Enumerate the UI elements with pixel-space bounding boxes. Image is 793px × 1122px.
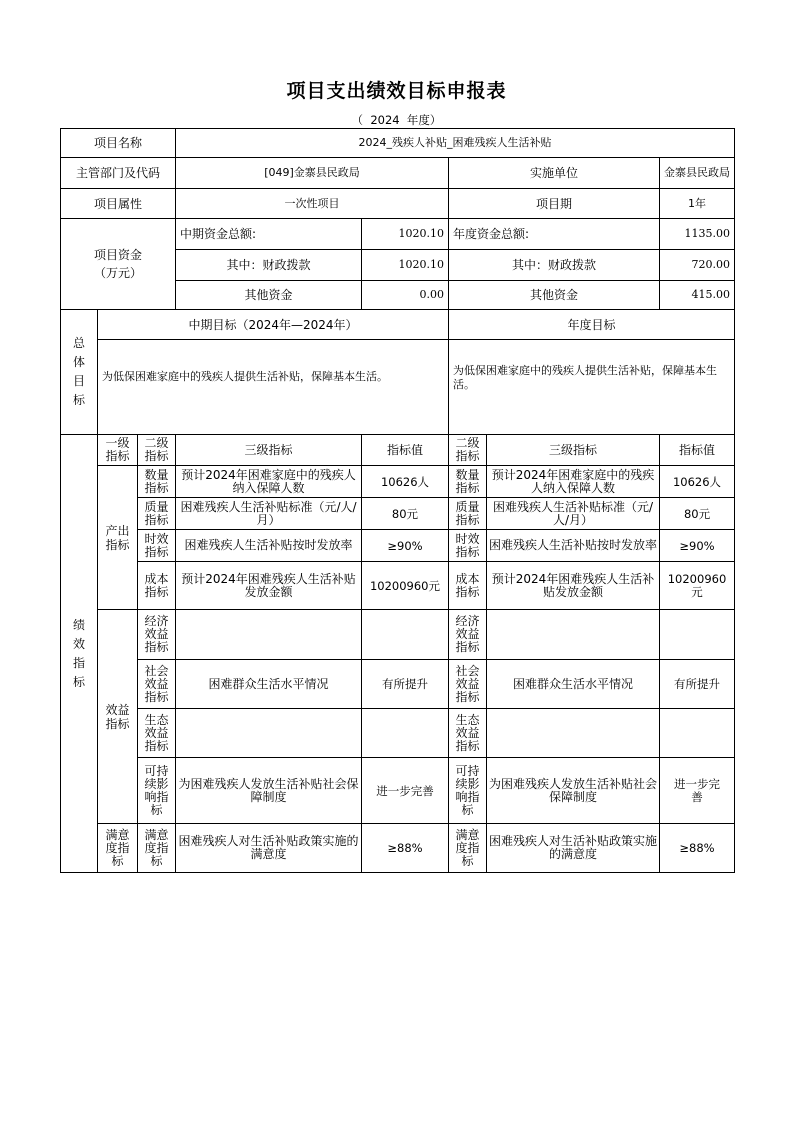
year-value-cell: 10200960 元 <box>660 562 735 610</box>
project-period-label: 项目期 <box>449 189 660 219</box>
output-row-quality <box>61 498 735 530</box>
performance-form-table <box>60 128 735 873</box>
year-level3-cell: 预计2024年困难家庭中的残疾人纳入保障人数 <box>487 466 660 498</box>
project-attribute-label: 项目属性 <box>61 189 176 219</box>
overall-goal-label: 总 体 目 标 <box>61 310 98 435</box>
output-row-cost <box>61 562 735 610</box>
level2-header: 二级 指标 <box>138 435 176 466</box>
project-attribute-value: 一次性项目 <box>176 189 449 219</box>
mid-level3-cell: 困难群众生活水平情况 <box>176 660 362 709</box>
mid-fiscal-label: 其中：财政拨款 <box>176 250 362 281</box>
year-level2-cell: 成本 指标 <box>449 562 487 610</box>
year-level3-cell: 困难残疾人对生活补贴政策实施的满意度 <box>487 824 660 873</box>
mid-level3-cell: 预计2024年困难残疾人生活补贴发放金额 <box>176 562 362 610</box>
year-level3-cell: 预计2024年困难残疾人生活补贴发放金额 <box>487 562 660 610</box>
overall-goal-text-row <box>61 340 735 435</box>
mid-goal-header: 中期目标（2024年—2024年） <box>98 310 449 340</box>
mid-value-cell: 10626人 <box>362 466 449 498</box>
year-fiscal-value: 720.00 <box>660 250 735 281</box>
mid-level3-cell: 困难残疾人生活补贴按时发放率 <box>176 530 362 562</box>
year-level2-cell: 社会 效益 指标 <box>449 660 487 709</box>
year-value-cell: 80元 <box>660 498 735 530</box>
benefit-row-ecological <box>61 709 735 758</box>
year-value-cell: ≥90% <box>660 530 735 562</box>
mid-other-label: 其他资金 <box>176 281 362 310</box>
overall-goal-header-row <box>61 310 735 340</box>
year-value-cell: 有所提升 <box>660 660 735 709</box>
mid-total-value: 1020.10 <box>362 219 449 250</box>
department-value: [049]金寨县民政局 <box>176 158 449 189</box>
mid-level2-cell: 满意 度指 标 <box>138 824 176 873</box>
mid-value-cell: ≥90% <box>362 530 449 562</box>
year-level2-cell: 生态 效益 指标 <box>449 709 487 758</box>
year-level2-cell: 时效 指标 <box>449 530 487 562</box>
year-value-cell: 10626人 <box>660 466 735 498</box>
implementing-unit-label: 实施单位 <box>449 158 660 189</box>
year-other-value: 415.00 <box>660 281 735 310</box>
benefit-row-economic <box>61 610 735 660</box>
project-name-value: 2024_残疾人补贴_困难残疾人生活补贴 <box>176 129 735 158</box>
output-indicator-label: 产出 指标 <box>98 466 138 610</box>
mid-level3-cell: 预计2024年困难家庭中的残疾人纳入保障人数 <box>176 466 362 498</box>
mid-value-cell: 有所提升 <box>362 660 449 709</box>
year-level3-cell <box>487 709 660 758</box>
year-goal-header: 年度目标 <box>449 310 735 340</box>
project-name-row <box>61 129 735 158</box>
mid-level3-cell: 为困难残疾人发放生活补贴社会保障制度 <box>176 758 362 824</box>
year-level2-header: 二级 指标 <box>449 435 487 466</box>
mid-level2-cell: 成本 指标 <box>138 562 176 610</box>
satisfaction-indicator-label: 满意 度指 标 <box>98 824 138 873</box>
mid-level2-cell: 质量 指标 <box>138 498 176 530</box>
year-level2-cell: 可持 续影 响指 标 <box>449 758 487 824</box>
output-row-timeliness <box>61 530 735 562</box>
mid-value-cell <box>362 709 449 758</box>
mid-level2-cell: 时效 指标 <box>138 530 176 562</box>
department-label: 主管部门及代码 <box>61 158 176 189</box>
benefit-indicator-label: 效益 指标 <box>98 610 138 824</box>
project-name-label: 项目名称 <box>61 129 176 158</box>
mid-total-label: 中期资金总额: <box>176 219 362 250</box>
year-level3-cell <box>487 610 660 660</box>
mid-level2-cell: 数量 指标 <box>138 466 176 498</box>
attribute-row <box>61 189 735 219</box>
mid-level3-cell: 困难残疾人对生活补贴政策实施的满意度 <box>176 824 362 873</box>
year-level3-cell: 困难群众生活水平情况 <box>487 660 660 709</box>
performance-indicator-label: 绩 效 指 标 <box>61 435 98 873</box>
implementing-unit-value: 金寨县民政局 <box>660 158 735 189</box>
year-level2-cell: 满意 度指 标 <box>449 824 487 873</box>
mid-level3-cell <box>176 709 362 758</box>
year-other-label: 其他资金 <box>449 281 660 310</box>
mid-level3-cell: 困难残疾人生活补贴标准（元/人/月） <box>176 498 362 530</box>
benefit-row-social <box>61 660 735 709</box>
year-value-cell <box>660 709 735 758</box>
indicator-header-row <box>61 435 735 466</box>
year-total-value: 1135.00 <box>660 219 735 250</box>
year-value-cell <box>660 610 735 660</box>
year-value-cell: 进一步完 善 <box>660 758 735 824</box>
mid-value-cell <box>362 610 449 660</box>
value-header: 指标值 <box>362 435 449 466</box>
mid-level3-cell <box>176 610 362 660</box>
mid-value-cell: 80元 <box>362 498 449 530</box>
year-level3-cell: 困难残疾人生活补贴标准（元/人/月） <box>487 498 660 530</box>
mid-level2-cell: 社会 效益 指标 <box>138 660 176 709</box>
year-level3-cell: 困难残疾人生活补贴按时发放率 <box>487 530 660 562</box>
year-total-label: 年度资金总额: <box>449 219 660 250</box>
mid-value-cell: 10200960元 <box>362 562 449 610</box>
mid-value-cell: ≥88% <box>362 824 449 873</box>
year-level2-cell: 质量 指标 <box>449 498 487 530</box>
project-period-value: 1年 <box>660 189 735 219</box>
mid-other-value: 0.00 <box>362 281 449 310</box>
satisfaction-row <box>61 824 735 873</box>
year-value-header: 指标值 <box>660 435 735 466</box>
mid-level2-cell: 生态 效益 指标 <box>138 709 176 758</box>
year-level3-header: 三级指标 <box>487 435 660 466</box>
year-goal-text: 为低保困难家庭中的残疾人提供生活补贴，保障基本生活。 <box>449 340 735 435</box>
mid-value-cell: 进一步完善 <box>362 758 449 824</box>
year-value-cell: ≥88% <box>660 824 735 873</box>
mid-level2-cell: 可持 续影 响指 标 <box>138 758 176 824</box>
year-caption: （ 2024 年度） <box>351 113 442 127</box>
department-row <box>61 158 735 189</box>
level1-header: 一级 指标 <box>98 435 138 466</box>
mid-goal-text: 为低保困难家庭中的残疾人提供生活补贴，保障基本生活。 <box>98 340 449 435</box>
mid-fiscal-value: 1020.10 <box>362 250 449 281</box>
page-title: 项目支出绩效目标申报表 <box>286 80 507 102</box>
year-level2-cell: 数量 指标 <box>449 466 487 498</box>
benefit-row-sustainable <box>61 758 735 824</box>
year-level2-cell: 经济 效益 指标 <box>449 610 487 660</box>
level3-header: 三级指标 <box>176 435 362 466</box>
year-fiscal-label: 其中：财政拨款 <box>449 250 660 281</box>
project-funds-label: 项目资金 （万元） <box>61 219 176 310</box>
funds-total-row <box>61 219 735 250</box>
output-row-quantity <box>61 466 735 498</box>
year-level3-cell: 为困难残疾人发放生活补贴社会保障制度 <box>487 758 660 824</box>
mid-level2-cell: 经济 效益 指标 <box>138 610 176 660</box>
